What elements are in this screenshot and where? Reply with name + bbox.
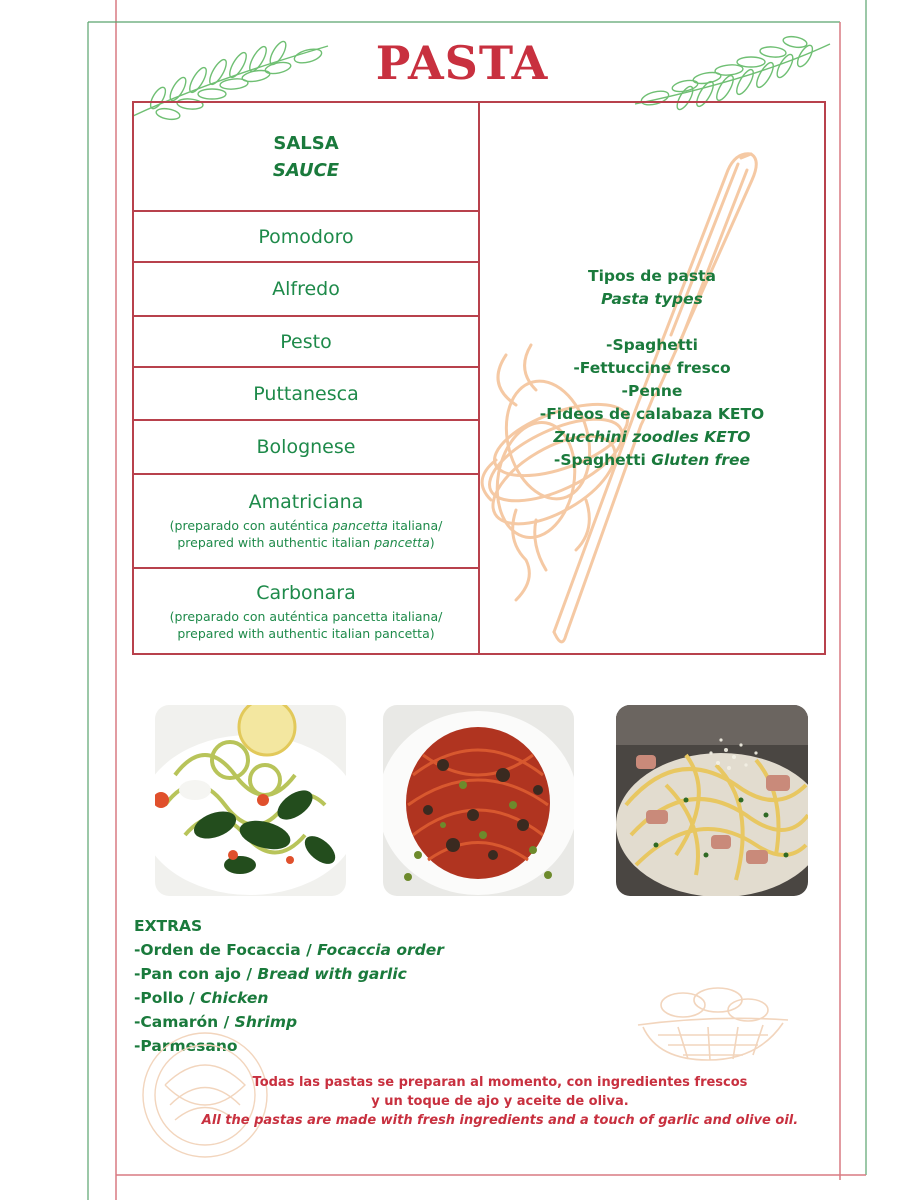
sauce-header-en: SAUCE (272, 159, 340, 181)
footer-note (140, 1073, 860, 1130)
extras-item-es: -Pan con ajo / (134, 965, 258, 983)
extras-item-es: -Camarón / (134, 1013, 235, 1031)
pasta-type-item: Zucchini zoodles KETO (553, 428, 751, 446)
sauce-row (134, 212, 478, 263)
pasta-type-item (478, 449, 826, 472)
pasta-type-item: -Spaghetti (606, 336, 698, 354)
footer-line-es-1: Todas las pastas se preparan al momento, con ingredientes frescos (252, 1075, 748, 1090)
carbonara-pasta-photo (616, 705, 808, 896)
pasta-type-item: -Penne (621, 382, 683, 400)
sauce-row (134, 421, 478, 475)
extras-item (134, 938, 444, 962)
pasta-types-title-es: Tipos de pasta (588, 267, 716, 285)
footer-line-es-2: y un toque de ajo y aceite de oliva. (371, 1094, 629, 1109)
footer-line-en: All the pastas are made with fresh ingredients and a touch of garlic and olive oil. (201, 1113, 799, 1128)
extras-item-es: -Pollo / (134, 989, 201, 1007)
extras-item-en: Focaccia order (317, 941, 444, 959)
sauce-row (134, 368, 478, 421)
page-title: PASTA (375, 36, 549, 90)
pasta-types-list (478, 265, 826, 472)
sauce-name: Carbonara (256, 582, 356, 604)
sauce-name: Alfredo (272, 278, 340, 300)
note-text: (preparado con auténtica (169, 518, 333, 533)
puttanesca-pasta-photo (383, 705, 574, 896)
pasta-type-en: Gluten free (651, 451, 751, 469)
sauce-header-es: SALSA (273, 132, 339, 154)
bread-basket-icon (628, 985, 798, 1065)
note-text: ) (429, 535, 435, 550)
pasta-type-item: -Fideos de calabaza KETO (539, 405, 765, 423)
note-text-italic: pancetta (374, 535, 430, 550)
note-text-italic: pancetta (332, 518, 388, 533)
sauce-name: Pomodoro (258, 225, 354, 248)
extras-item (134, 986, 444, 1010)
note-text: italiana/ prepared with authentic italian (177, 518, 443, 550)
sauce-table (132, 101, 478, 655)
sauce-name: Bolognese (256, 436, 356, 458)
sauce-row (134, 317, 478, 368)
sauce-row (134, 475, 478, 569)
sauce-table-header (134, 103, 478, 212)
zucchini-zoodles-photo (155, 705, 346, 896)
sauce-name: Puttanesca (253, 382, 359, 405)
extras-item-en: Bread with garlic (257, 965, 407, 983)
sauce-name: Pesto (280, 330, 332, 353)
pasta-type-es: -Spaghetti (553, 451, 652, 469)
extras-item-es: -Orden de Focaccia / (134, 941, 318, 959)
extras-item-es: -Parmesano (134, 1037, 238, 1055)
extras-item-en: Shrimp (234, 1013, 298, 1031)
sauce-row (134, 569, 478, 655)
extras-title: EXTRAS (134, 917, 203, 935)
sauce-note: (preparado con auténtica pancetta italiana/ prepared with authentic italian pancetta) (169, 609, 443, 641)
sauce-name: Amatriciana (248, 491, 364, 513)
sauce-row (134, 263, 478, 317)
sauce-note (134, 517, 478, 551)
extras-item (134, 962, 444, 986)
pasta-types-title-en: Pasta types (601, 290, 703, 308)
extras-item-en: Chicken (200, 989, 269, 1007)
pasta-type-item: -Fettuccine fresco (573, 359, 731, 377)
